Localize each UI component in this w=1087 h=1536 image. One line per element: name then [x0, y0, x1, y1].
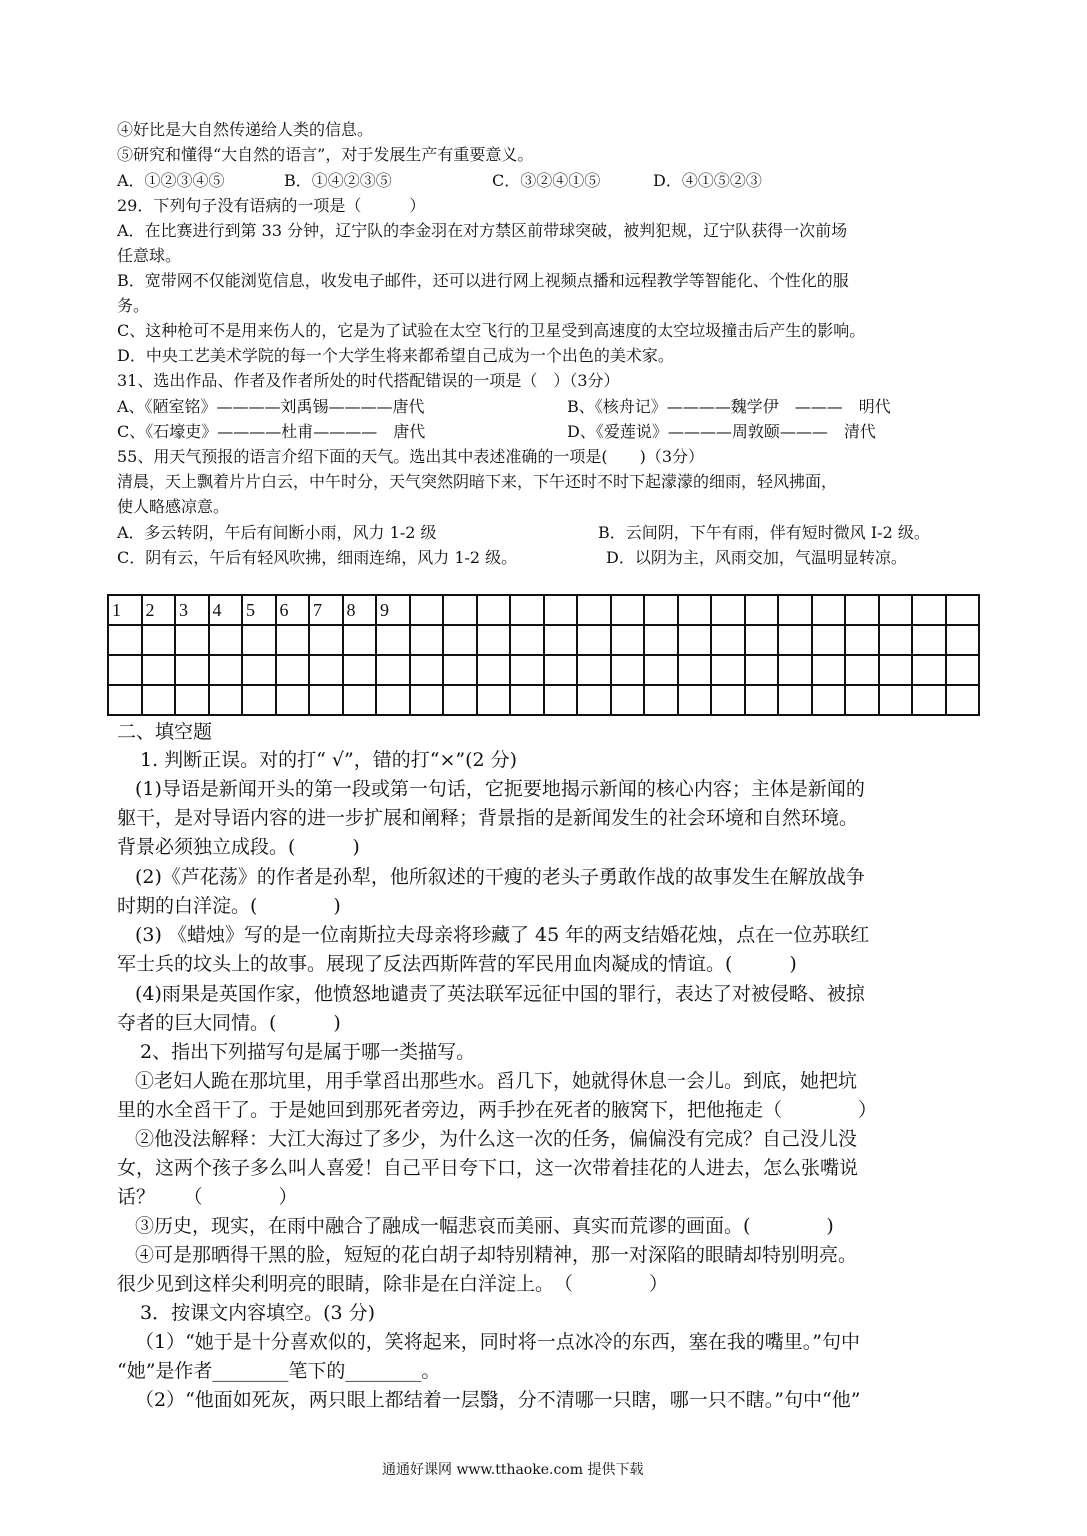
answer-grid-blank-cell[interactable]: [276, 685, 310, 715]
answer-grid-blank-cell[interactable]: [946, 625, 980, 655]
answer-grid-number-cell: [845, 595, 879, 625]
q29-option-b-line1: B．宽带网不仅能浏览信息，收发电子邮件，还可以进行网上视频点播和远程教学等智能化、个性化的服: [117, 271, 849, 290]
q28-option-b: B．①④②③⑤: [284, 171, 392, 190]
answer-grid-blank-cell[interactable]: [611, 625, 645, 655]
answer-grid-number-cell: [879, 595, 913, 625]
answer-grid-blank-cell[interactable]: [477, 625, 511, 655]
answer-grid-blank-cell[interactable]: [577, 625, 611, 655]
answer-grid-blank-cell[interactable]: [912, 625, 946, 655]
answer-grid-blank-cell[interactable]: [745, 625, 779, 655]
answer-grid-blank-cell[interactable]: [276, 655, 310, 685]
answer-grid-blank-cell[interactable]: [644, 655, 678, 685]
answer-grid-blank-cell[interactable]: [778, 655, 812, 685]
answer-grid-blank-cell[interactable]: [242, 685, 276, 715]
fill-q1-stem: 1. 判断正误。对的打“ √”，错的打“×”(2 分): [140, 749, 518, 771]
answer-grid-blank-cell[interactable]: [343, 685, 377, 715]
answer-grid-blank-cell[interactable]: [577, 685, 611, 715]
answer-grid-number-cell: [912, 595, 946, 625]
q55-option-d: D．以阴为主，风雨交加，气温明显转凉。: [606, 548, 907, 567]
answer-grid-number-cell: 8: [343, 595, 377, 625]
answer-grid-blank-cell[interactable]: [577, 655, 611, 685]
answer-grid-blank-cell[interactable]: [711, 655, 745, 685]
answer-grid-blank-cell[interactable]: [309, 625, 343, 655]
fill-q2-item4-line1: ④可是那晒得干黑的脸，短短的花白胡子却特别精神，那一对深陷的眼睛却特别明亮。: [135, 1244, 858, 1266]
fill-q1-item3-line2: 军士兵的坟头上的故事。展现了反法西斯阵营的军民用血肉凝成的情谊。( ): [117, 953, 797, 975]
q55-stem: 55、用天气预报的语言介绍下面的天气。选出其中表述准确的一项是( )（3分）: [117, 447, 705, 466]
answer-grid-blank-cell[interactable]: [711, 685, 745, 715]
page-footer: 通通好课网 www.tthaoke.com 提供下载: [382, 1462, 644, 1478]
answer-grid-blank-cell[interactable]: [711, 625, 745, 655]
answer-grid-blank-cell[interactable]: [276, 625, 310, 655]
answer-grid-blank-cell[interactable]: [510, 685, 544, 715]
q28-option-d: D．④①⑤②③: [653, 171, 762, 190]
answer-grid-number-cell: [644, 595, 678, 625]
answer-grid-blank-cell[interactable]: [410, 625, 444, 655]
answer-grid-blank-cell[interactable]: [175, 685, 209, 715]
fill-q3-item1-line1: （1）“她于是十分喜欢似的，笑将起来，同时将一点冰冷的东西，塞在我的嘴里。”句中: [135, 1331, 861, 1353]
fill-q1-item2-line1: (2)《芦花荡》的作者是孙犁，他所叙述的干瘦的老头子勇敢作战的故事发生在解放战争: [135, 866, 865, 888]
answer-grid-blank-cell[interactable]: [477, 655, 511, 685]
fill-q1-item4-line1: (4)雨果是英国作家，他愤怒地谴责了英法联军远征中国的罪行，表达了对被侵略、被掠: [135, 983, 865, 1005]
answer-grid-blank-cell[interactable]: [544, 685, 578, 715]
answer-grid-number-cell: [678, 595, 712, 625]
answer-grid-blank-cell[interactable]: [678, 685, 712, 715]
q28-line-4: ④好比是大自然传递给人类的信息。: [117, 120, 374, 139]
fill-q1-item3-line1: (3) 《蜡烛》写的是一位南斯拉夫母亲将珍藏了 45 年的两支结婚花烛，点在一位苏联红: [135, 924, 870, 946]
answer-grid-blank-cell[interactable]: [108, 685, 142, 715]
answer-grid-number-cell: 2: [142, 595, 176, 625]
fill-q2-item2-line1: ②他没法解释：大江大海过了多少，为什么这一次的任务，偏偏没有完成？自己没儿没: [135, 1128, 858, 1150]
answer-grid-blank-cell[interactable]: [443, 625, 477, 655]
answer-grid-header-row: [108, 595, 979, 625]
answer-grid-blank-cell[interactable]: [343, 655, 377, 685]
answer-grid-blank-cell[interactable]: [544, 655, 578, 685]
q29-stem: 29．下列句子没有语病的一项是（ ）: [117, 196, 426, 215]
answer-grid-number-cell: [611, 595, 645, 625]
answer-grid-blank-cell[interactable]: [242, 625, 276, 655]
answer-grid-number-cell: [510, 595, 544, 625]
answer-grid-blank-cell[interactable]: [745, 685, 779, 715]
answer-grid-blank-cell[interactable]: [410, 655, 444, 685]
answer-grid-blank-cell[interactable]: [175, 655, 209, 685]
answer-grid-blank-cell[interactable]: [879, 685, 913, 715]
answer-grid-blank-cell[interactable]: [812, 685, 846, 715]
q31-stem: 31、选出作品、作者及作者所处的时代搭配错误的一项是（ ）（3分）: [117, 371, 620, 390]
answer-grid-blank-cell[interactable]: [209, 655, 243, 685]
answer-grid-blank-cell[interactable]: [946, 655, 980, 685]
q55-option-b: B．云间阴，下午有雨，伴有短时微风 I-2 级。: [598, 523, 930, 542]
answer-grid-number-cell: [544, 595, 578, 625]
fill-q2-item4-line2: 很少见到这样尖利明亮的眼睛，除非是在白洋淀上。 （ ）: [117, 1273, 669, 1295]
answer-grid-row: [108, 655, 979, 685]
q29-option-a-line2: 任意球。: [117, 246, 182, 265]
answer-grid-blank-cell[interactable]: [611, 655, 645, 685]
answer-grid-blank-cell[interactable]: [845, 625, 879, 655]
fill-q3-item1-line2: “她”是作者________笔下的________。: [117, 1360, 441, 1382]
fill-q1-item1-line3: 背景必须独立成段。( ): [117, 836, 360, 858]
q55-passage-line2: 使人略感凉意。: [117, 497, 230, 516]
answer-grid-number-cell: 9: [376, 595, 410, 625]
fill-q2-item2-line3: 话？ （ ）: [117, 1186, 298, 1208]
q29-option-d: D．中央工艺美术学院的每一个大学生将来都希望自己成为一个出色的美术家。: [117, 346, 674, 365]
fill-q1-item1-line2: 躯干，是对导语内容的进一步扩展和阐释；背景指的是新闻发生的社会环境和自然环境。: [117, 807, 859, 829]
q29-option-c: C、这种枪可不是用来伤人的，它是为了试验在太空飞行的卫星受到高速度的太空垃圾撞击后产生的影响。: [117, 321, 866, 340]
fill-q2-item2-line2: 女，这两个孩子多么叫人喜爱！自己平日夸下口，这一次带着挂花的人进去，怎么张嘴说: [117, 1157, 859, 1179]
answer-grid-blank-cell[interactable]: [376, 625, 410, 655]
fill-q1-item4-line2: 夺者的巨大同情。( ): [117, 1012, 341, 1034]
answer-grid-blank-cell[interactable]: [209, 625, 243, 655]
answer-grid-blank-cell[interactable]: [142, 625, 176, 655]
section2-title: 二、填空题: [117, 721, 213, 743]
answer-grid-row: [108, 625, 979, 655]
answer-grid-number-cell: [410, 595, 444, 625]
fill-q2-item1-line1: ①老妇人跪在那坑里，用手掌舀出那些水。舀几下，她就得休息一会儿。到底，她把坑: [135, 1070, 858, 1092]
q28-line-5: ⑤研究和懂得“大自然的语言”，对于发展生产有重要意义。: [117, 145, 534, 164]
fill-q3-stem: 3．按课文内容填空。(3 分): [140, 1302, 376, 1324]
answer-grid-blank-cell[interactable]: [611, 685, 645, 715]
answer-grid-blank-cell[interactable]: [443, 655, 477, 685]
answer-grid-blank-cell[interactable]: [510, 655, 544, 685]
fill-q2-item3: ③历史，现实，在雨中融合了融成一幅悲哀而美丽、真实而荒谬的画面。( ): [135, 1215, 834, 1237]
answer-grid-number-cell: 4: [209, 595, 243, 625]
answer-grid-number-cell: 7: [309, 595, 343, 625]
fill-q3-item2-line1: （2）“他面如死灰，两只眼上都结着一层翳，分不清哪一只瞎，哪一只不瞎。”句中“他”: [135, 1389, 861, 1411]
answer-grid-blank-cell[interactable]: [544, 625, 578, 655]
answer-grid-blank-cell[interactable]: [778, 685, 812, 715]
answer-grid-number-cell: [443, 595, 477, 625]
answer-grid-blank-cell[interactable]: [108, 655, 142, 685]
answer-grid-number-cell: 6: [276, 595, 310, 625]
answer-grid-blank-cell[interactable]: [778, 625, 812, 655]
answer-grid-blank-cell[interactable]: [242, 655, 276, 685]
answer-grid-number-cell: [577, 595, 611, 625]
fill-q1-item1-line1: (1)导语是新闻开头的第一段或第一句话，它扼要地揭示新闻的核心内容；主体是新闻的: [135, 778, 865, 800]
answer-grid: [107, 594, 980, 716]
q31-option-b: B、《核舟记》————魏学伊 ——— 明代: [567, 397, 891, 416]
answer-grid-blank-cell[interactable]: [142, 655, 176, 685]
answer-grid-number-cell: 5: [242, 595, 276, 625]
answer-grid-number-cell: 3: [175, 595, 209, 625]
answer-grid-blank-cell[interactable]: [678, 655, 712, 685]
answer-grid-table: [107, 594, 980, 716]
answer-grid-blank-cell[interactable]: [845, 685, 879, 715]
q31-option-c: C、《石壕吏》————杜甫———— 唐代: [117, 422, 426, 441]
answer-grid-blank-cell[interactable]: [912, 655, 946, 685]
answer-grid-number-cell: [477, 595, 511, 625]
answer-grid-blank-cell[interactable]: [477, 685, 511, 715]
answer-grid-blank-cell[interactable]: [209, 685, 243, 715]
q55-passage-line1: 清晨，天上飘着片片白云，中午时分，天气突然阴暗下来，下午还时不时下起濛濛的细雨，轻风拂面，: [117, 472, 838, 491]
fill-q2-item1-line2: 里的水全舀干了。于是她回到那死者旁边，两手抄在死者的腋窝下，把他拖走（ ）: [117, 1099, 878, 1121]
answer-grid-blank-cell[interactable]: [678, 625, 712, 655]
answer-grid-blank-cell[interactable]: [376, 655, 410, 685]
answer-grid-blank-cell[interactable]: [644, 685, 678, 715]
fill-q2-stem: 2、指出下列描写句是属于哪一类描写。: [140, 1041, 476, 1063]
q29-option-a-line1: A．在比赛进行到第 33 分钟，辽宁队的李金羽在对方禁区前带球突破，被判犯规，辽宁队获得一次前场: [117, 221, 848, 240]
answer-grid-blank-cell[interactable]: [879, 655, 913, 685]
q31-option-d: D、《爱莲说》————周敦颐——— 清代: [567, 422, 876, 441]
answer-grid-number-cell: [778, 595, 812, 625]
answer-grid-blank-cell[interactable]: [175, 625, 209, 655]
answer-grid-blank-cell[interactable]: [644, 625, 678, 655]
answer-grid-blank-cell[interactable]: [879, 625, 913, 655]
q28-option-a: A．①②③④⑤: [117, 171, 225, 190]
q31-option-a: A、《陋室铭》————刘禹锡————唐代: [117, 397, 425, 416]
answer-grid-blank-cell[interactable]: [108, 625, 142, 655]
answer-grid-number-cell: [812, 595, 846, 625]
answer-grid-blank-cell[interactable]: [410, 685, 444, 715]
answer-grid-blank-cell[interactable]: [443, 685, 477, 715]
answer-grid-blank-cell[interactable]: [309, 685, 343, 715]
q55-option-a: A．多云转阴，午后有间断小雨，风力 1-2 级: [117, 523, 437, 542]
answer-grid-number-cell: 1: [108, 595, 142, 625]
answer-grid-number-cell: [711, 595, 745, 625]
answer-grid-number-cell: [946, 595, 980, 625]
answer-grid-blank-cell[interactable]: [912, 685, 946, 715]
answer-grid-blank-cell[interactable]: [376, 685, 410, 715]
q29-option-b-line2: 务。: [117, 296, 150, 315]
q55-option-c: C．阴有云，午后有轻风吹拂，细雨连绵，风力 1-2 级。: [117, 548, 518, 567]
answer-grid-blank-cell[interactable]: [343, 625, 377, 655]
answer-grid-blank-cell[interactable]: [142, 685, 176, 715]
answer-grid-row: [108, 685, 979, 715]
q28-option-c: C．③②④①⑤: [492, 171, 601, 190]
answer-grid-blank-cell[interactable]: [510, 625, 544, 655]
fill-q1-item2-line2: 时期的白洋淀。( ): [117, 895, 341, 917]
answer-grid-blank-cell[interactable]: [812, 625, 846, 655]
answer-grid-blank-cell[interactable]: [812, 655, 846, 685]
answer-grid-blank-cell[interactable]: [845, 655, 879, 685]
answer-grid-number-cell: [745, 595, 779, 625]
answer-grid-blank-cell[interactable]: [745, 655, 779, 685]
answer-grid-blank-cell[interactable]: [309, 655, 343, 685]
answer-grid-blank-cell[interactable]: [946, 685, 980, 715]
